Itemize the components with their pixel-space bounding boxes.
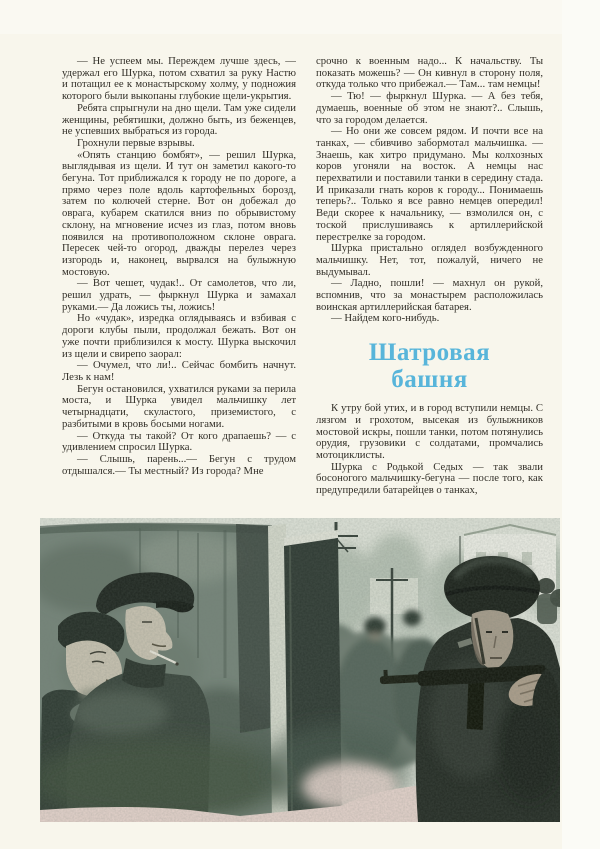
paragraph: К утру бой утих, и в город вступили немцы. С лязгом и грохотом, высекая из булыжников мостовой искры, пошли танки, потом потянулись орудия, грузовики с солдатами, промчались мотоциклисты. — [316, 402, 543, 461]
paragraph: срочно к военным надо... К начальству. Ты показать можешь? — Он кивнул в сторону поля, откуда только что прибежал.— Там... там немцы! — [316, 56, 543, 91]
paragraph: Шурка с Родькой Седых — так звали босоногого мальчишку-бегуна — после того, как предупредили батарейцев о танках, — [316, 460, 543, 497]
chapter-heading-line1: Шатровая — [368, 339, 491, 367]
paragraph: — Вот чешет, чудак!.. От самолетов, что ли, решил удрать, — фыркнул Шурка и замахал руками.— Да ложись ты, ложись! — [62, 277, 296, 313]
paragraph: — Не успеем мы. Переждем лучше здесь, — удержал его Шурка, потом схватил за руку Настю и потащил ее к монастырскому холму, у подножия которого были выкопаны глубокие щели-укрытия. — [62, 56, 296, 103]
paragraph: — Очумел, что ли!.. Сейчас бомбить начнут. Лезь к нам! — [62, 359, 296, 383]
left-column — [62, 56, 296, 518]
scan-edge-right — [562, 0, 600, 849]
paragraph: — Ладно, пошли! — махнул он рукой, вспомнив, что за монастырем расположилась воинская артиллерийская батарея. — [316, 277, 543, 313]
story-illustration — [40, 518, 560, 822]
paragraph: Но «чудак», изредка оглядываясь и взбивая с дороги клубы пыли, продолжал бежать. Вот он уже почти приблизился к мосту. Шурка выскочил из щели и свирепо заорал: — [62, 312, 296, 360]
scan-edge-top — [0, 0, 600, 34]
paragraph: Грохнули первые взрывы. — [77, 136, 195, 149]
paragraph: — Тю! — фыркнул Шурка. — А без тебя, думаешь, военные об этом не знают?.. Слышь, что за городом делается. — [316, 90, 543, 126]
paragraph: Ребята спрыгнули на дно щели. Там уже сидели женщины, ребятишки, должно быть, из беженцев, не успевших выбраться из города. — [62, 101, 296, 138]
chapter-heading-line2: башня — [391, 366, 468, 394]
paragraph: — Откуда ты такой? От кого драпаешь? — с удивлением спросил Шурка. — [62, 429, 296, 454]
grain-overlay — [40, 518, 560, 822]
paragraph: — Слышь, парень...— Бегун с трудом отдышался.— Ты местный? Из города? Мне — [62, 452, 296, 477]
paragraph: — Но они же совсем рядом. И почти все на танках, — сбивчиво забормотал мальчишка. — Знаешь, как хитро придумано. Мы колхозных коров угоняли на восток. А немцы нас перехватили и поставили танки в середину стада. И приказали гнать коров к городу... Понимаешь теперь?.. Только я все равно немцев опередил! Веди скорее к начальнику, — взмолился он, с тоской прислушиваясь к артиллерийской перестрелке за городом. — [316, 125, 543, 243]
chapter-heading — [316, 339, 543, 393]
paragraph: Шурка пристально оглядел возбужденного мальчишку. Нет, тот, пожалуй, ничего не выдумывал. — [316, 242, 543, 278]
paragraph: — Найдем кого-нибудь. — [331, 312, 440, 325]
right-column — [316, 56, 543, 524]
paragraph: «Опять станцию бомбят», — решил Шурка, выглядывая из щели. И тут он заметил какого-то бегуна. Тот приближался к городу не по дороге, а прямо через поле вдоль картофельных борозд, затем по колючей стерне. Вот он добежал до оврага, кубарем скатился вниз по обрывистому склону, на мгновение исчез из глаз, потом вновь появился на противоположном склоне оврага. Пересек чей-то огород, дважды перелез через изгородь и, наконец, вырвался на булыжную мостовую. — [62, 148, 296, 278]
paragraph: Бегун остановился, ухватился руками за перила моста, и Шурка увидел мальчишку лет четырнадцати, скуластого, приземистого, с разбитыми в кровь босыми ногами. — [62, 382, 296, 430]
